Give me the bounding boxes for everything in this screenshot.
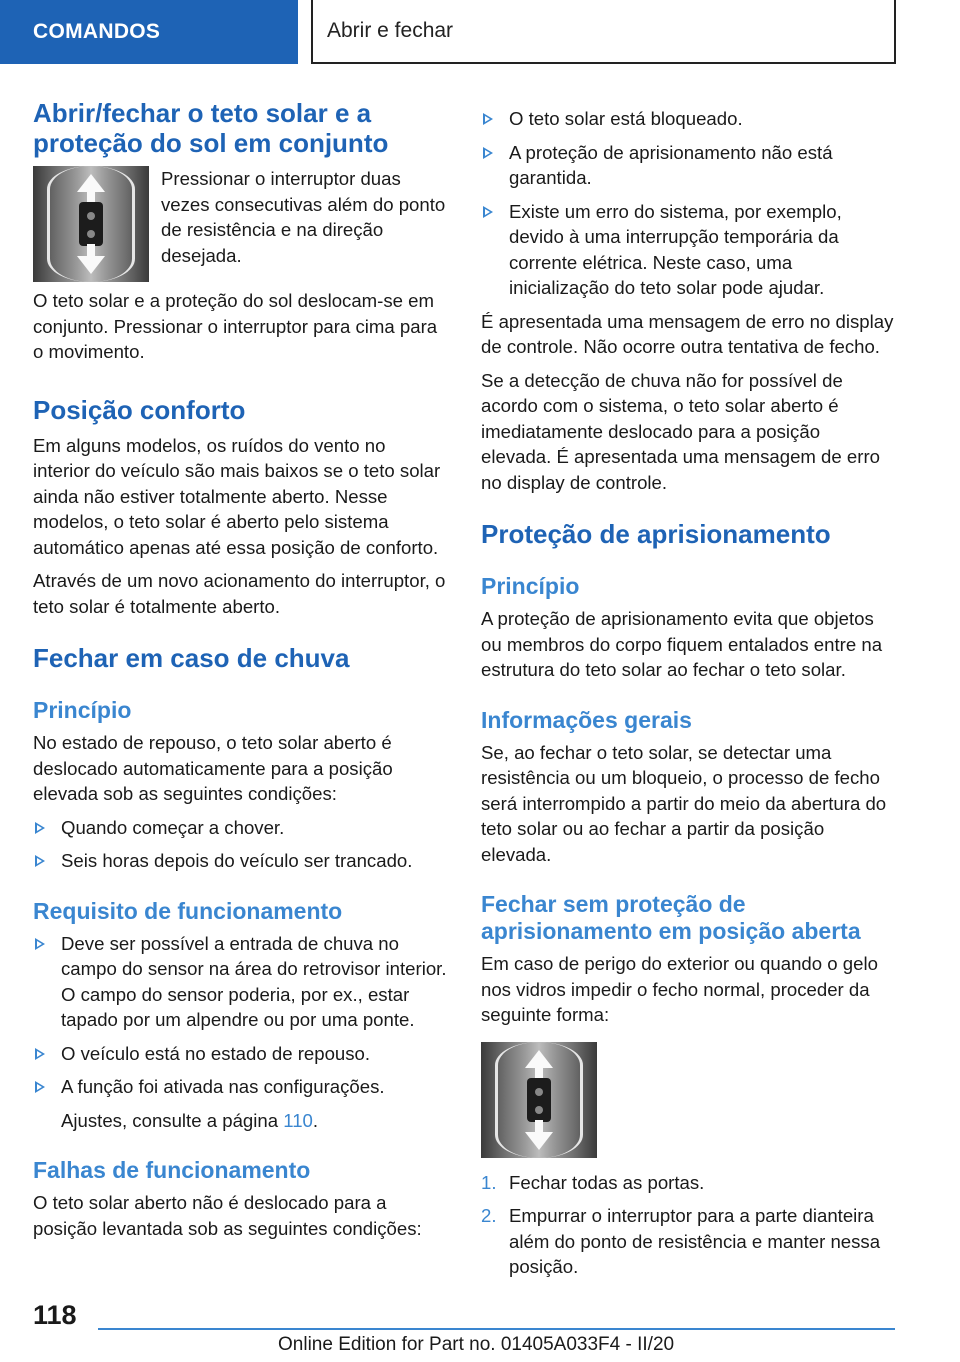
heading-chuva: Fechar em caso de chuva [33, 643, 350, 673]
triangle-bullet-icon [483, 113, 493, 125]
triangle-bullet-icon [35, 1081, 45, 1093]
paragraph: Se a detecção de chuva não for possível de acordo com o sistema, o teto solar aberto é imediatamente deslocado para a posição elevada. É apresentada uma mensagem de erro no display de controle. [481, 369, 880, 493]
list-item: Deve ser possível a entrada de chuva no campo do sensor na área do retrovisor interior. O campo do sensor poderia, por ex., estar tapado por um alpendre ou por uma ponte. [33, 931, 447, 1033]
page-link[interactable]: 110 [283, 1109, 313, 1131]
paragraph: Através de um novo acionamento do interruptor, o teto solar é totalmente aberto. [33, 570, 446, 617]
triangle-bullet-icon [35, 822, 45, 834]
switch-knob [527, 1078, 551, 1122]
list-item: A função foi ativada nas configurações. [33, 1074, 447, 1100]
triangle-bullet-icon [35, 1048, 45, 1060]
switch-knob [79, 202, 103, 246]
triangle-bullet-icon [35, 855, 45, 867]
section-title: COMANDOS [33, 20, 161, 43]
paragraph: A proteção de aprisionamento evita que objetos ou membros do corpo fiquem entalados entre na estrutura do teto solar ao fechar o teto solar. [481, 608, 883, 680]
step-item: 1. Fechar todas as portas. [481, 1170, 895, 1196]
arrow-down-icon [525, 1132, 553, 1150]
subheading-info: Informações gerais [481, 706, 692, 733]
paragraph: Em caso de perigo do exterior ou quando o gelo nos vidros impedir o fecho normal, proceder da seguinte forma: [481, 953, 878, 1025]
arrow-down-icon [77, 256, 105, 274]
chapter-header [311, 0, 896, 64]
subheading-principio: Princípio [481, 573, 580, 599]
list-item: O teto solar está bloqueado. [481, 106, 895, 132]
triangle-bullet-icon [483, 206, 493, 218]
roof-switch-image [481, 1042, 597, 1158]
arrow-up-icon [77, 174, 105, 192]
settings-reference: Ajustes, consulte a página 110. [61, 1109, 319, 1131]
paragraph: Se, ao fechar o teto solar, se detectar uma resistência ou um bloqueio, o processo de fecho será interrompido a partir do meio da abertura do teto solar ou ao fechar a partir da posição elevada. [481, 741, 887, 865]
paragraph: O teto solar aberto não é deslocado para a posição levantada sob as seguintes condições: [33, 1192, 422, 1239]
subheading-principio: Princípio [33, 697, 132, 723]
roof-switch-image [33, 166, 149, 282]
triangle-bullet-icon [35, 938, 45, 950]
list-item: A proteção de aprisionamento não está garantida. [481, 140, 895, 191]
footer-divider [98, 1328, 895, 1330]
paragraph: É apresentada uma mensagem de erro no display de controle. Não ocorre outra tentativa de fecho. [481, 310, 894, 357]
right-column [481, 106, 895, 1288]
section-header [0, 0, 298, 64]
triangle-bullet-icon [483, 147, 493, 159]
edition-text: Online Edition for Part no. 01405A033F4 - II/20 [278, 1334, 675, 1355]
paragraph: O teto solar e a proteção do sol deslocam-se em conjunto. Pressionar o interruptor para cima para o movimento. [33, 290, 438, 362]
paragraph: Pressionar o interruptor duas vezes consecutivas além do ponto de resistência e na direção desejada. [161, 168, 446, 266]
subheading-requisito: Requisito de funcionamento [33, 897, 343, 924]
list-item: Seis horas depois do veículo ser trancado. [33, 848, 447, 874]
list-item: Quando começar a chover. [33, 815, 447, 841]
step-number: 1. [481, 1171, 497, 1193]
chapter-title: Abrir e fechar [327, 19, 454, 42]
step-item: 2. Empurrar o interruptor para a parte dianteira além do ponto de resistência e manter nessa posição. [481, 1205, 881, 1277]
list-item: O veículo está no estado de repouso. [33, 1041, 447, 1067]
page-number: 118 [33, 1300, 77, 1330]
heading-conjunto: Abrir/fechar o teto solar e a proteção do sol em conjunto [33, 98, 389, 158]
step-number: 2. [481, 1205, 497, 1226]
list-item: Existe um erro do sistema, por exemplo, devido à uma interrupção temporária da corrente elétrica. Neste caso, uma inicialização do teto solar pode ajudar. [481, 199, 895, 301]
subheading-falhas: Falhas de funcionamento [33, 1157, 311, 1183]
arrow-up-icon [525, 1050, 553, 1068]
paragraph: Em alguns modelos, os ruídos do vento no interior do veículo são mais baixos se o teto solar ainda não estiver totalmente aberto. Nesse modelos, o teto solar é aberto pelo sistema automático apenas até essa posição de conforto. [33, 434, 441, 558]
subheading-sem-protecao: Fechar sem proteção de aprisionamento em posição aberta [481, 891, 861, 944]
conjunto-block [33, 166, 447, 282]
paragraph: No estado de repouso, o teto solar aberto é deslocado automaticamente para a posição elevada sob as seguintes condições: [33, 732, 393, 804]
left-column [33, 98, 447, 1249]
heading-conforto: Posição conforto [33, 394, 246, 425]
heading-aprisionamento: Proteção de aprisionamento [481, 519, 831, 549]
